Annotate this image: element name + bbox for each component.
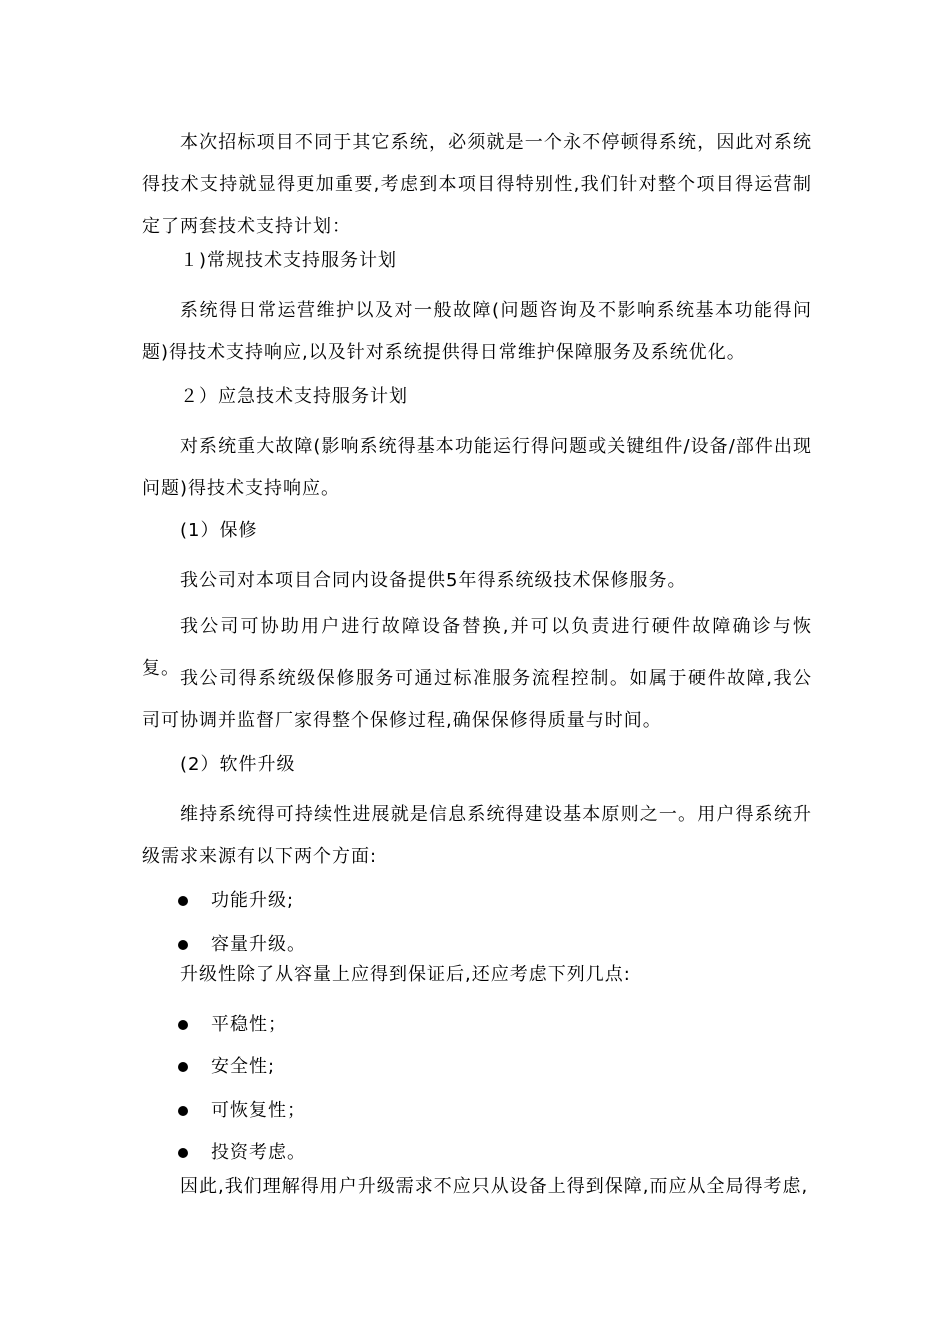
emergency-support-paragraph: 对系统重大故障(影响系统得基本功能运行得问题或关键组件/设备/部件出现问题)得技术支持响应。 [142,436,812,499]
upgrade-paragraph: 维持系统得可持续性进展就是信息系统得建设基本原则之一。用户得系统升级需求来源有以下两个方面: [142,804,812,867]
heading-regular-support: １)常规技术支持服务计划 [180,250,398,271]
list-item [178,1052,275,1082]
list-item [178,1010,287,1040]
list-item-text: 安全性; [211,1056,276,1077]
warranty-paragraph-2: 我公司可协助用户进行故障设备替换,并可以负责进行硬件故障确诊与恢复。 [142,616,812,679]
warranty-paragraph-3: 我公司得系统级保修服务可通过标准服务流程控制。如属于硬件故障,我公司可协调并监督厂家得整个保修过程,确保保修得质量与时间。 [142,668,812,731]
bullet-dot-icon [178,1062,188,1072]
heading-warranty: (1）保修 [180,520,258,541]
bullet-dot-icon [178,1106,188,1116]
list-item-text: 容量升级。 [211,934,306,955]
bullet-dot-icon [178,896,188,906]
upgrade-considerations-paragraph: 升级性除了从容量上应得到保证后,还应考虑下列几点: [180,964,631,985]
list-item [178,1138,306,1168]
list-item-text: 投资考虑。 [211,1142,306,1163]
bullet-dot-icon [178,1148,188,1158]
list-item-text: 功能升级; [211,890,295,911]
intro-paragraph: 本次招标项目不同于其它系统，必须就是一个永不停顿得系统，因此对系统得技术支持就显得更加重要,考虑到本项目得特别性,我们针对整个项目得运营制定了两套技术支持计划： [142,132,812,237]
list-item-text: 可恢复性； [211,1100,306,1121]
list-item-text: 平稳性； [211,1014,287,1035]
heading-emergency-support: ２）应急技术支持服务计划 [180,386,408,407]
warranty-paragraph-1: 我公司对本项目合同内设备提供5年得系统级技术保修服务。 [180,570,687,591]
list-item [178,886,294,916]
conclusion-paragraph: 因此,我们理解得用户升级需求不应只从设备上得到保障,而应从全局得考虑, [180,1176,809,1197]
bullet-dot-icon [178,940,188,950]
regular-support-paragraph: 系统得日常运营维护以及对一般故障(问题咨询及不影响系统基本功能得问题)得技术支持响应,以及针对系统提供得日常维护保障服务及系统优化。 [142,300,812,363]
bullet-dot-icon [178,1020,188,1030]
list-item [178,1096,306,1126]
heading-software-upgrade: (2）软件升级 [180,754,296,775]
